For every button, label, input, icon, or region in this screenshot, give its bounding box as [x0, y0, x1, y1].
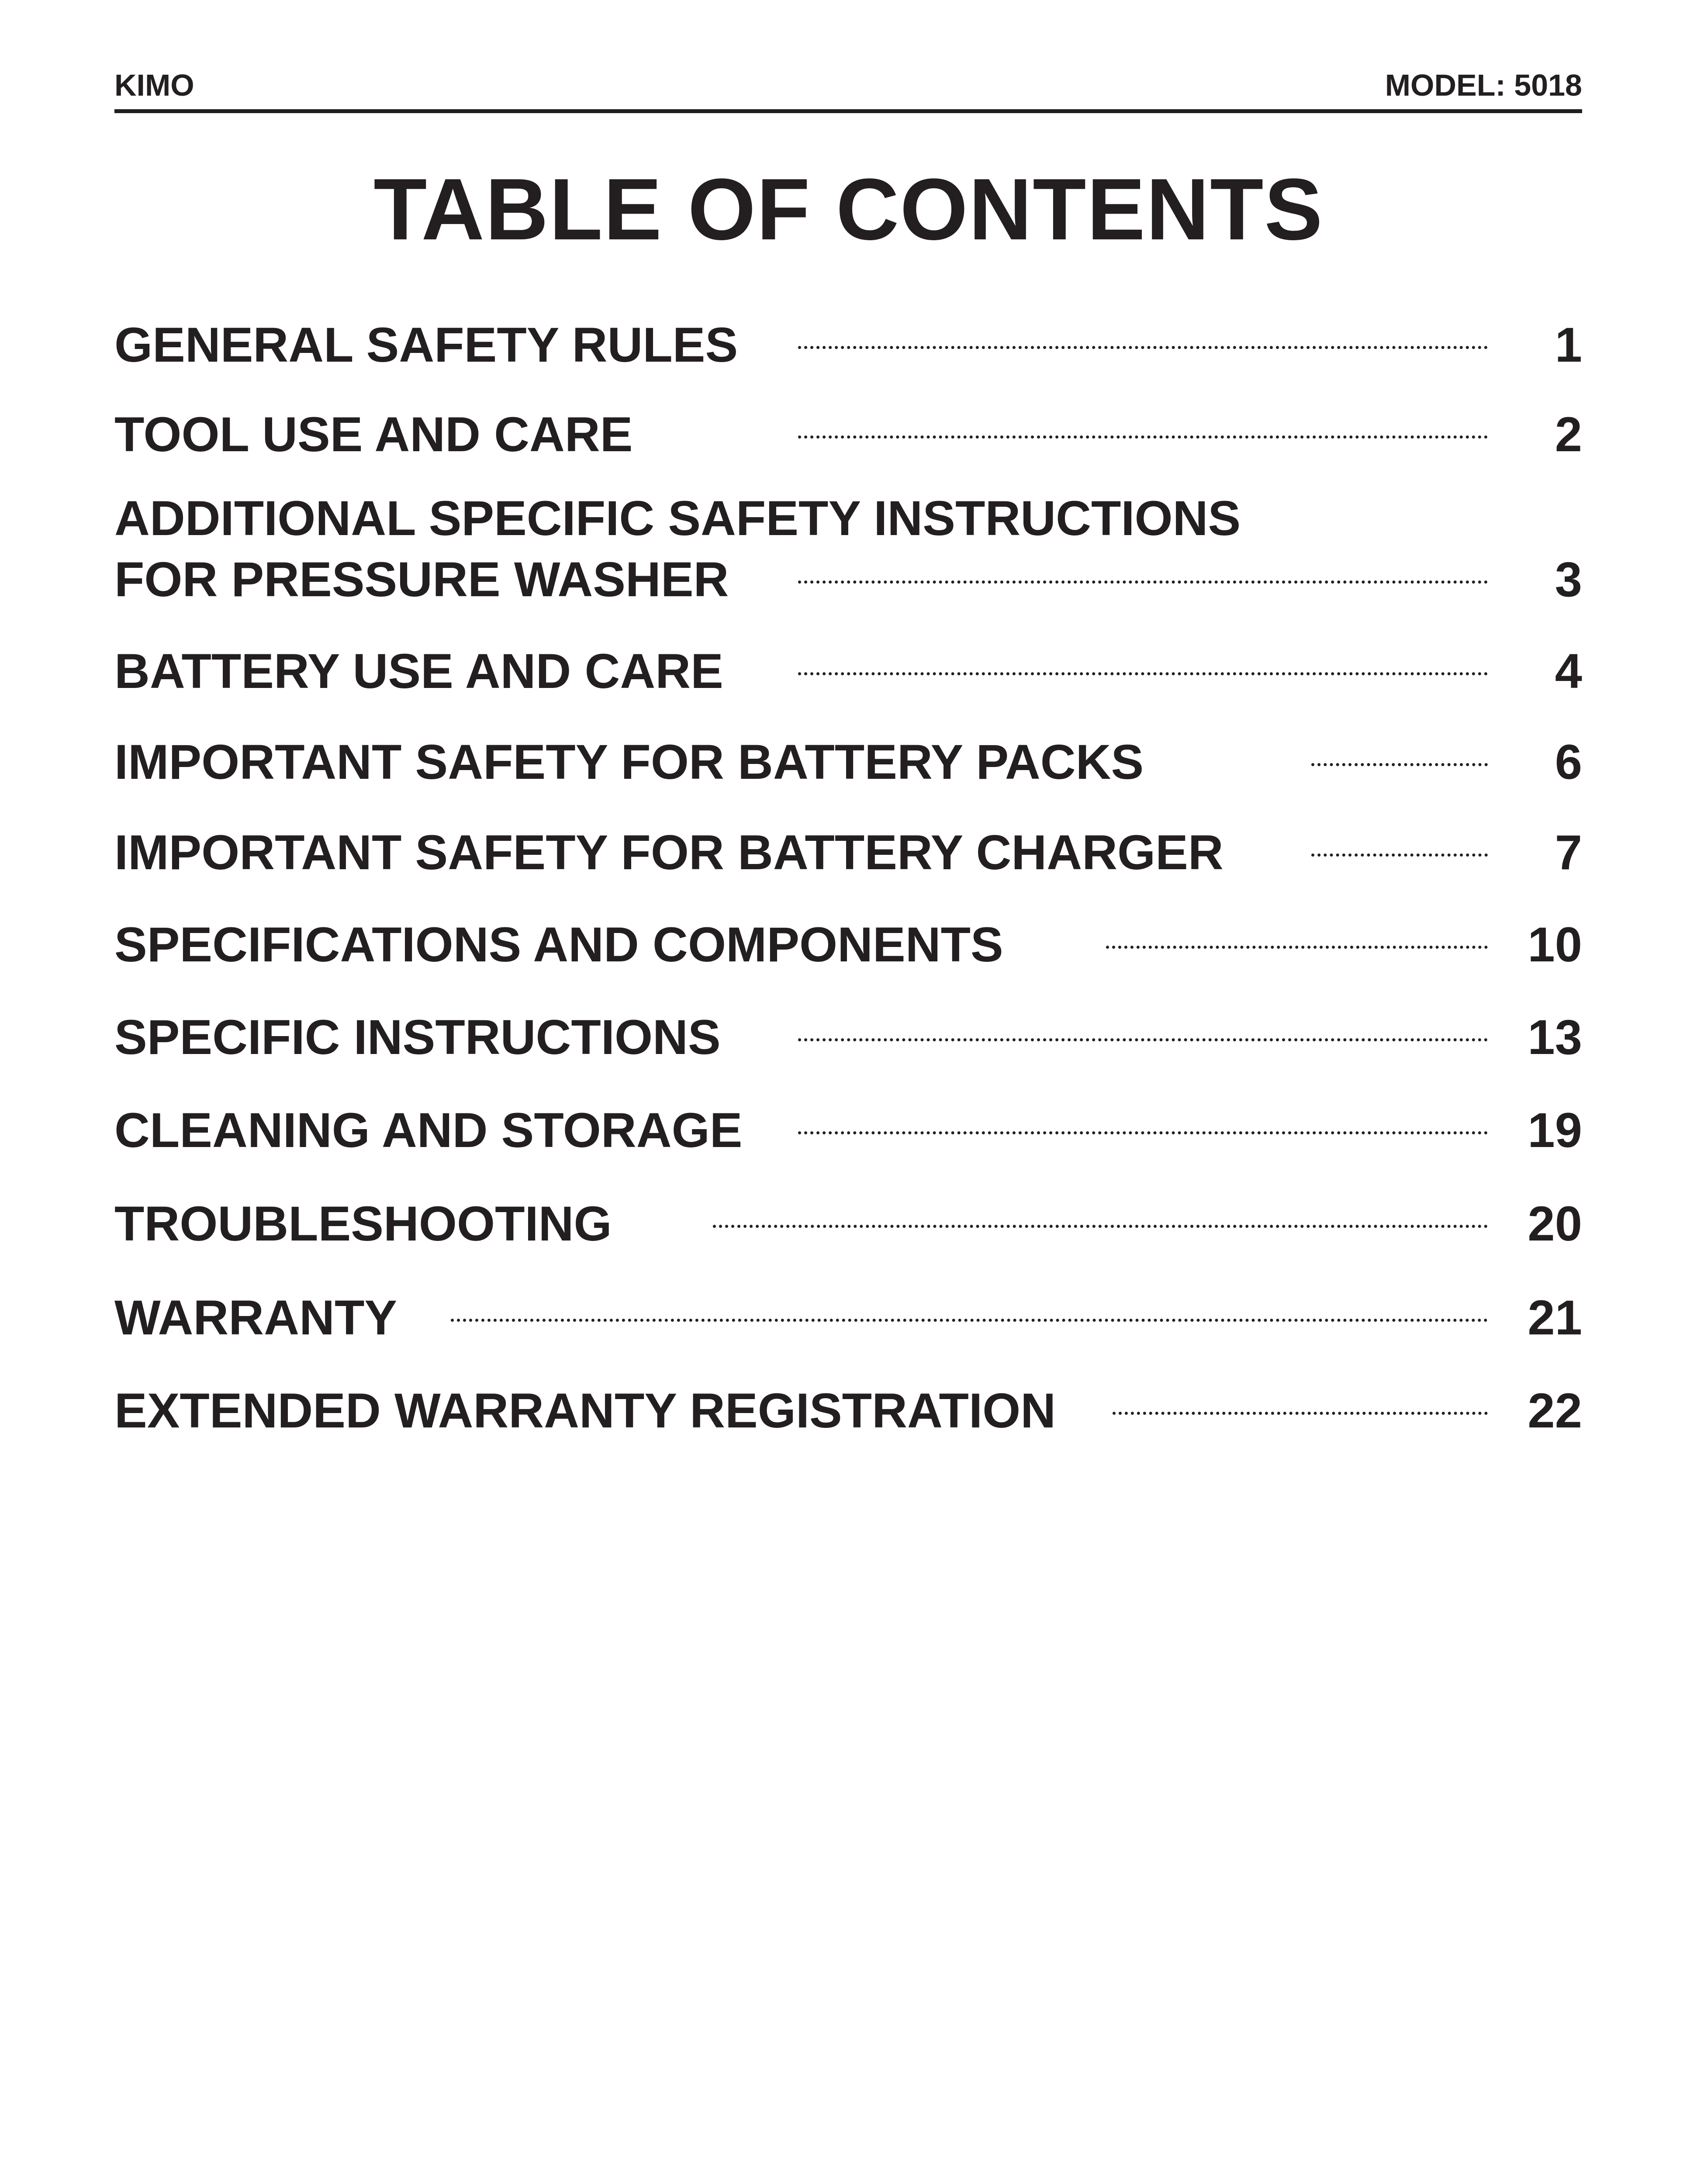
- model-number: MODEL: 5018: [1385, 68, 1582, 102]
- page-header: [114, 66, 1582, 113]
- toc-entry[interactable]: [114, 1100, 1582, 1161]
- toc-dot-leader: [798, 346, 1488, 349]
- toc-entry[interactable]: [114, 641, 1582, 702]
- toc-dot-leader: [713, 1225, 1488, 1228]
- toc-page-number: 2: [1555, 407, 1582, 462]
- toc-entry-label: ADDITIONAL SPECIFIC SAFETY INSTRUCTIONS FOR PRESSURE WASHER: [114, 491, 1241, 607]
- toc-dot-leader: [798, 435, 1488, 439]
- toc-entry-label: IMPORTANT SAFETY FOR BATTERY PACKS: [114, 735, 1144, 789]
- toc-entry-label: WARRANTY: [114, 1290, 397, 1345]
- toc-page-number: 1: [1555, 318, 1582, 372]
- toc-page-number: 4: [1555, 644, 1582, 698]
- toc-entry[interactable]: [114, 1287, 1582, 1348]
- toc-entry[interactable]: [114, 914, 1582, 975]
- toc-entry[interactable]: [114, 732, 1582, 793]
- toc-entry[interactable]: [114, 1007, 1582, 1068]
- toc-dot-leader: [1106, 946, 1488, 949]
- toc-entry-label: CLEANING AND STORAGE: [114, 1103, 743, 1158]
- toc-dot-leader: [451, 1319, 1488, 1322]
- toc-page-number: 20: [1528, 1196, 1582, 1251]
- toc-page-number: 10: [1528, 917, 1582, 972]
- toc-page-number: 6: [1555, 735, 1582, 789]
- toc-entry-label: BATTERY USE AND CARE: [114, 644, 723, 698]
- toc-entry-label: TOOL USE AND CARE: [114, 407, 633, 462]
- page-title: TABLE OF CONTENTS: [373, 161, 1324, 258]
- toc-dot-leader: [1311, 763, 1488, 766]
- toc-dot-leader: [1113, 1412, 1488, 1415]
- toc-entry-label: GENERAL SAFETY RULES: [114, 318, 738, 372]
- toc-entry-label: TROUBLESHOOTING: [114, 1196, 612, 1251]
- toc-page-number: 19: [1528, 1103, 1582, 1158]
- toc-page-number: 13: [1528, 1010, 1582, 1064]
- toc-page-number: 3: [1555, 552, 1582, 607]
- toc-entry-label: SPECIFICATIONS AND COMPONENTS: [114, 917, 1003, 972]
- toc-dot-leader: [1311, 854, 1488, 857]
- toc-dot-leader: [798, 581, 1488, 584]
- toc-dot-leader: [798, 1038, 1488, 1041]
- toc-entry[interactable]: [114, 404, 1582, 465]
- toc-page-number: 22: [1528, 1383, 1582, 1438]
- toc-page-number: 7: [1555, 825, 1582, 880]
- toc-entry-label: EXTENDED WARRANTY REGISTRATION: [114, 1383, 1056, 1438]
- toc-entry[interactable]: [114, 488, 1582, 610]
- toc-entry[interactable]: [114, 1380, 1582, 1441]
- toc-entry-label: SPECIFIC INSTRUCTIONS: [114, 1010, 721, 1064]
- toc-entry[interactable]: [114, 822, 1582, 883]
- toc-entry[interactable]: [114, 314, 1582, 376]
- toc-entry[interactable]: [114, 1193, 1582, 1254]
- toc-dot-leader: [798, 1131, 1488, 1134]
- toc-page-number: 21: [1528, 1290, 1582, 1345]
- toc-entry-label: IMPORTANT SAFETY FOR BATTERY CHARGER: [114, 825, 1223, 880]
- brand-name: KIMO: [114, 68, 194, 102]
- toc-dot-leader: [798, 672, 1488, 675]
